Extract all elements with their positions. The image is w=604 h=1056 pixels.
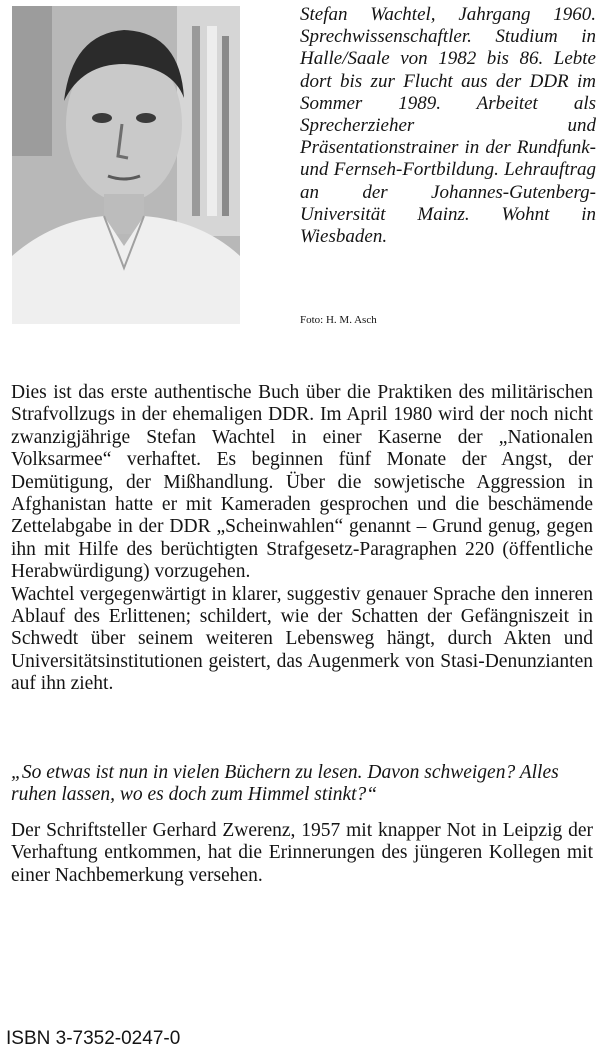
pull-quote: „So etwas ist nun in vielen Büchern zu lesen. Davon schweigen? Alles ruhen lassen, wo es doch zum Himmel stinkt?“	[11, 762, 559, 806]
author-portrait-image	[12, 6, 240, 324]
book-description	[11, 382, 593, 696]
isbn-number: ISBN 3-7352-0247-0	[6, 1028, 181, 1049]
author-photo	[12, 6, 240, 324]
author-bio: Stefan Wachtel, Jahrgang 1960. Sprechwissenschaftler. Studium in Halle/Saale von 1982 bis 86. Lebte dort bis zur Flucht aus der DDR im Sommer 1989. Arbeitet als Sprecherzieher und Präsentationstrainer in der Rundfunk- und Fernseh-Fortbildung. Lehrauftrag an der Johannes-Gutenberg-Universität Mainz. Wohnt in Wiesbaden.	[300, 4, 596, 248]
description-paragraph-2: Wachtel vergegenwärtigt in klarer, suggestiv genauer Sprache den inneren Ablauf des Erlittenen; schildert, wie der Schatten der Gefängniszeit in Schwedt über seinem weiteren Lebensweg hängt, durch Akten und Universitätsinstitutionen geistert, das Augenmerk von Stasi-Denunzianten auf ihn zieht.	[11, 583, 593, 695]
description-paragraph-1: Dies ist das erste authentische Buch über die Praktiken des militärischen Strafvollzugs in der ehemaligen DDR. Im April 1980 wird der noch nicht zwanzigjährige Stefan Wachtel in einer Kaserne der „Nationalen Volksarmee“ verhaftet. Es beginnen fünf Monate der Angst, der Demütigung, der Mißhandlung. Über die sowjetische Aggression in Afghanistan hatte er mit Kameraden gesprochen und die beschämende Zettelabgabe in der DDR „Scheinwahlen“ genannt – Grund genug, gegen ihn mit Hilfe des berüchtigten Strafgesetz-Paragraphen 220 (öffentliche Herabwürdigung) vorzugehen.	[11, 382, 593, 583]
photo-credit: Foto: H. M. Asch	[300, 314, 377, 326]
afterword-note: Der Schriftsteller Gerhard Zwerenz, 1957 mit knapper Not in Leipzig der Verhaftung entkommen, hat die Erinnerungen des jüngeren Kollegen mit einer Nachbemerkung versehen.	[11, 820, 593, 886]
